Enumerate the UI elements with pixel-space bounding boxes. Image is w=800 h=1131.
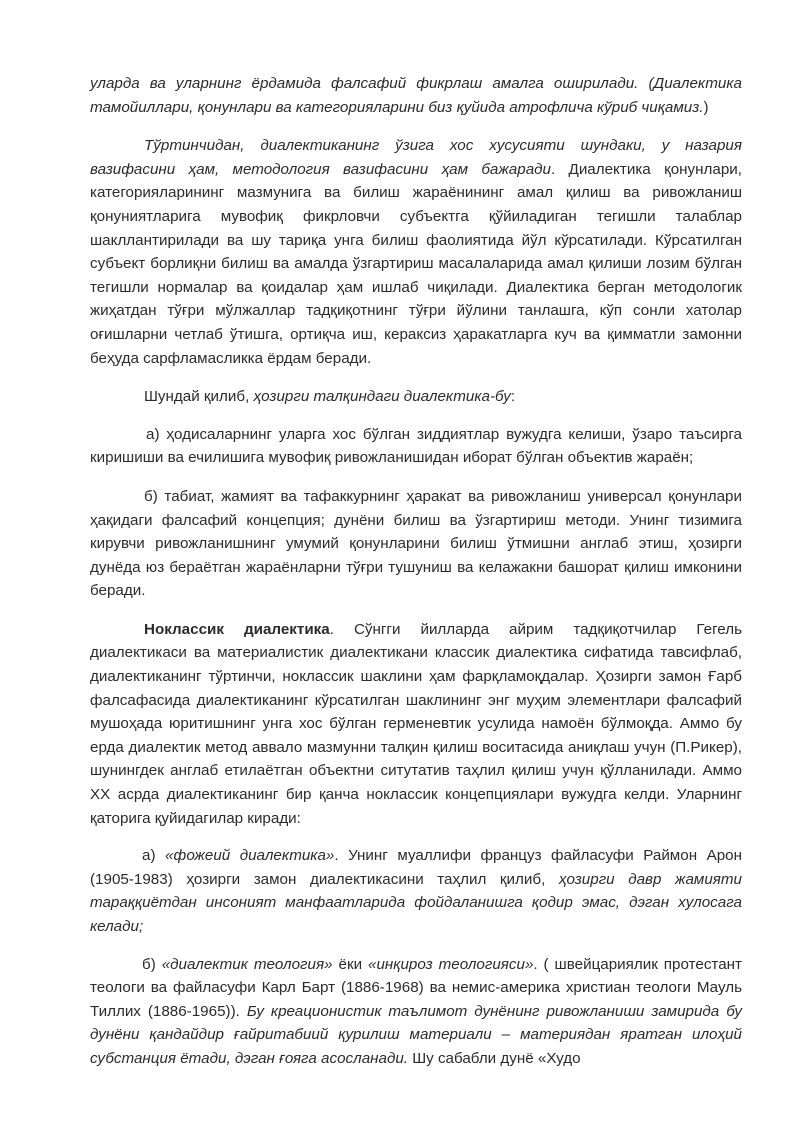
text-run: а) ҳодисаларнинг уларга хос бўлган зиддиятлар вужудга келиши, ўзаро таъсирга киришиши ва ечилишига мувофиқ ривожланишидан иборат бўлган объектив жараён; (90, 425, 742, 467)
text-run: . Сўнгги йилларда айрим тадқиқотчилар Гегель диалектикаси ва материалистик диалектикани классик диалектика сифатида тавсифлаб, диалектиканинг тўртинчи, ноклассик шаклини ҳам фарқламоқдалар. Ҳозирги замон Ғарб фалсафасида диалектиканинг кўрсатилган шаклининг энг муҳим элементлари фалсафий мушоҳада юритишнинг унга хос бўлган герменевтик усулида намоён бўлмоқда. Аммо бу ерда диалектик метод аввало мазмунни талқин қилиш воситасида аниқлаш учун (П.Рикер), шунингдек англаб етилаётган объектни ситутатив таҳлил қилиш учун қўлланилади. Аммо ХХ асрда диалектиканинг бир қанча ноклассик концепциялари вужудга келди. Уларнинг қаторига қуйидагилар киради: (90, 620, 743, 827)
text-run: а) (142, 847, 166, 865)
text-run: ёки (332, 955, 369, 973)
list-item-b-theology (90, 953, 742, 1071)
italic-text: уларда ва уларнинг ёрдамида фалсафий фикрлаш амалга оширилади. (Диалектика тамойиллари, қонунлари ва категорияларини биз қуйида атрофлича кўриб чиқамиз. (90, 75, 742, 116)
text-run: . Диалектика қонунлари, категорияларининг мазмунига ва билиш жараёнининг амал қилиш ва ривожланиш қонуниятларига мувофиқ фикрловчи субъектга қўйиладиган тегишли талаблар шакллантирилади ва шу тариқа унга билиш фаолиятида йўл кўрсатилади. Кўрсатилган субъект борлиқни билиш ва амалда ўзгартириш масалаларида амал қилиши лозим бўлган тегишли нормалар ва қоидалар ҳам ишлаб чиқилади. Диалектика берган методологик жиҳатдан тўғри мўлжаллар тадқиқотнинг тўғри йўлини танлашга, кўп сонли хатолар оғишларни четлаб ўтишга, ортиқча иш, кераксиз ҳаракатларга куч ва қимматли замонни беҳуда сарфламасликка ёрдам беради. (90, 160, 742, 367)
text-run: Шу сабабли дунё «Худо (408, 1049, 581, 1067)
paragraph-1 (90, 72, 742, 119)
italic-text: «диалектик теология» (161, 955, 333, 973)
italic-text: Бу креационистик таълимот дунёнинг ривожланиши замирида бу дунёни қандайдир ғайритабиий қурилиш материали – материядан яратган илоҳий субстанция ётади, дэган ғояга асосланади. (90, 1002, 742, 1067)
list-item-a-tragic (90, 844, 742, 938)
text-run: : (510, 388, 516, 406)
italic-text: ҳозирги талқиндаги диалектика-бу (253, 388, 511, 406)
text-run: Шундай қилиб, (144, 388, 254, 406)
text-run: б) (142, 955, 162, 973)
text-run: б) табиат, жамият ва тафаккурнинг ҳаракат ва ривожланиш универсал қонунлари ҳақидаги фалсафий концепция; дунёни билиш ва ўзгартириш методи. Унинг тизимига кирувчи ривожланишнинг умумий қонунларини билиш ўтмишни англаб этиш, ҳозирги дунёда юз бераётган жараёнларни тўғри тушуниш ва келажакни башорат қилиш имконини беради. (90, 487, 742, 600)
text-run: . ( швейцариялик протестант теологи ва файласуфи Карл Барт (1886-1968) ва немис-америка христиан теологи Мауль Тиллих (1886-1965)). (90, 955, 742, 1020)
italic-text: «инқироз теологияси» (368, 955, 534, 973)
paragraph-3 (90, 385, 742, 409)
paragraph-2 (90, 134, 742, 370)
paragraph-nonclassical-dialectics (90, 618, 742, 830)
italic-text: «фожеий диалектика» (165, 847, 335, 865)
text-run: . Унинг муаллифи француз файласуфи Раймон Арон (1905-1983) ҳозирги замон диалектикасини таҳлил қилиб, (90, 847, 742, 888)
italic-text: Тўртинчидан, диалектиканинг ўзига хос хусусияти шундаки, у назария вазифасини ҳам, методология вазифасини ҳам бажаради (90, 137, 742, 178)
list-item-b (90, 485, 742, 603)
section-heading-inline: Ноклассик диалектика (144, 620, 330, 638)
italic-text: ҳозирги давр жамияти тараққиётдан инсоният манфаатларида фойдаланишга қодир эмас, дэган хулосага келади; (90, 870, 742, 935)
text-run: ) (703, 98, 709, 116)
list-item-a (90, 423, 742, 470)
